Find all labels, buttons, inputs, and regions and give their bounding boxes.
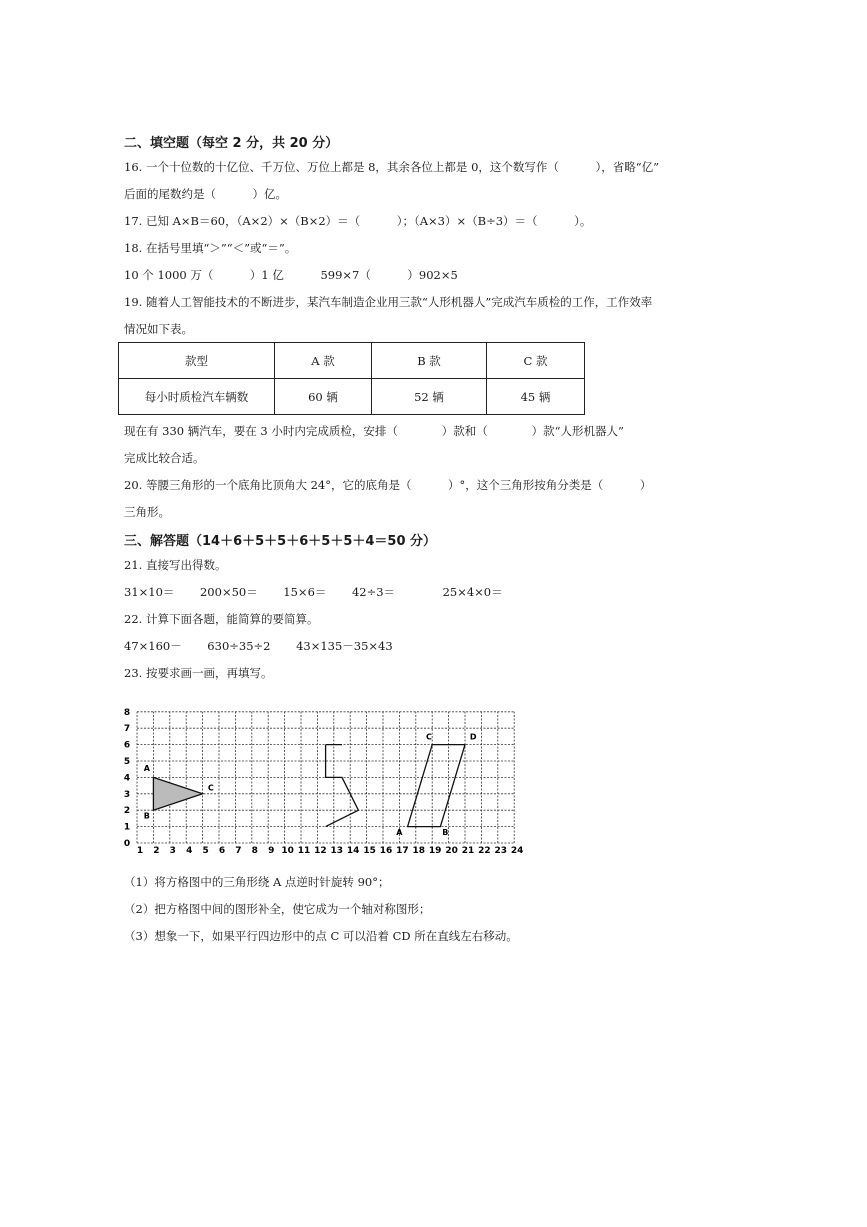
- x-tick-label: 9: [268, 846, 275, 855]
- y-tick-label: 6: [124, 740, 131, 751]
- y-tick-label: 1: [124, 822, 131, 833]
- question-19-line-4: 完成比较合适。: [124, 451, 205, 465]
- question-17: 17. 已知 A×B＝60，（A×2）×（B×2）＝（ ）；（A×3）×（B÷3）＝（ ）。: [124, 214, 592, 228]
- x-tick-label: 11: [297, 846, 311, 855]
- y-tick-label: 3: [124, 789, 131, 800]
- section-2-heading: 二、填空题（每空 2 分，共 20 分）: [124, 136, 339, 151]
- x-tick-label: 18: [412, 846, 426, 855]
- parallelogram: [408, 745, 465, 827]
- section-3-heading: 三、解答题（14＋6＋5＋5＋6＋5＋5＋4＝50 分）: [124, 534, 437, 549]
- question-19-line-3: 现在有 330 辆汽车，要在 3 小时内完成质检，安排（ ）款和（ ）款“人形机器人”: [124, 424, 624, 438]
- half-figure: [326, 745, 359, 827]
- question-19-line-1: 19. 随着人工智能技术的不断进步，某汽车制造企业用三款“人形机器人”完成汽车质检的工作，工作效率: [124, 295, 653, 309]
- table-row: [119, 379, 585, 415]
- triangle-point-c-label: C: [207, 783, 214, 793]
- x-tick-label: 19: [428, 846, 442, 855]
- question-18-items: 10 个 1000 万（ ）1 亿 599×7（ ）902×5: [124, 268, 458, 282]
- x-tick-label: 16: [379, 846, 393, 855]
- question-21-items: 31×10＝ 200×50＝ 15×6＝ 42÷3＝ 25×4×0＝: [124, 585, 503, 599]
- parallelogram-point-c-label: C: [425, 732, 432, 742]
- x-tick-label: 7: [235, 846, 242, 855]
- x-tick-label: 4: [186, 846, 193, 855]
- x-tick-label: 12: [314, 846, 327, 855]
- table-cell: 45 辆: [487, 379, 585, 415]
- shaded-triangle: [153, 777, 202, 810]
- parallelogram-point-a-label: A: [396, 827, 403, 837]
- table-cell: B 款: [372, 343, 487, 379]
- parallelogram-point-d-label: D: [469, 732, 477, 742]
- x-tick-label: 14: [346, 846, 360, 855]
- x-tick-label: 3: [169, 846, 176, 855]
- question-20-line-2: 三角形。: [124, 505, 170, 519]
- y-tick-label: 8: [124, 707, 131, 718]
- robot-efficiency-table: [118, 342, 585, 415]
- triangle-point-b-label: B: [143, 811, 150, 821]
- question-23-sub-3: （3）想象一下，如果平行四边形中的点 C 可以沿着 CD 所在直线左右移动。: [124, 929, 518, 943]
- shapes: [144, 733, 477, 837]
- question-20-line-1: 20. 等腰三角形的一个底角比顶角大 24°，它的底角是（ ）°，这个三角形按角分类是（ ）: [124, 478, 652, 492]
- x-tick-label: 20: [445, 846, 458, 855]
- question-18: 18. 在括号里填“＞”“＜”或“＝”。: [124, 241, 297, 255]
- question-16-line-2: 后面的尾数约是（ ）亿。: [124, 187, 288, 201]
- y-tick-label: 2: [124, 806, 131, 817]
- table-cell: C 款: [487, 343, 585, 379]
- grid-figure: [124, 697, 524, 859]
- x-tick-label: 2: [153, 846, 160, 855]
- y-tick-label: 4: [124, 773, 131, 784]
- x-tick-label: 1: [136, 846, 144, 855]
- table-header-row: [119, 343, 585, 379]
- x-tick-label: 10: [281, 846, 294, 855]
- y-tick-label: 5: [124, 757, 131, 767]
- table-cell: A 款: [275, 343, 372, 379]
- x-tick-label: 6: [218, 846, 226, 855]
- y-tick-label: 7: [124, 724, 131, 735]
- question-19-line-2: 情况如下表。: [124, 322, 193, 336]
- table-cell: 52 辆: [372, 379, 487, 415]
- x-tick-label: 5: [202, 846, 209, 855]
- x-tick-label: 22: [478, 846, 491, 855]
- table-cell: 60 辆: [275, 379, 372, 415]
- x-tick-label: 8: [251, 846, 258, 855]
- square-grid: [124, 697, 524, 855]
- table-cell: 每小时质检汽车辆数: [119, 379, 275, 415]
- x-tick-label: 23: [494, 846, 508, 855]
- triangle-point-a-label: A: [143, 763, 150, 773]
- question-22-items: 47×160－ 630÷35÷2 43×135－35×43: [124, 639, 393, 653]
- x-tick-label: 21: [461, 846, 475, 855]
- x-tick-label: 13: [330, 846, 344, 855]
- axis-labels: [124, 708, 523, 855]
- x-tick-label: 17: [396, 846, 409, 855]
- x-tick-label: 24: [510, 846, 524, 855]
- question-23: 23. 按要求画一画，再填写。: [124, 666, 273, 680]
- question-21: 21. 直接写出得数。: [124, 558, 227, 572]
- question-23-sub-1: （1）将方格图中的三角形绕 A 点逆时针旋转 90°；: [124, 875, 390, 889]
- question-16-line-1: 16. 一个十位数的十亿位、千万位、万位上都是 8，其余各位上都是 0，这个数写作（ ），省略“亿”: [124, 160, 659, 174]
- x-tick-label: 15: [363, 846, 376, 855]
- table-cell: 款型: [119, 343, 275, 379]
- parallelogram-point-b-label: B: [442, 827, 449, 837]
- y-tick-label: 0: [124, 839, 131, 849]
- question-23-sub-2: （2）把方格图中间的图形补全，使它成为一个轴对称图形；: [124, 902, 431, 916]
- question-22: 22. 计算下面各题，能简算的要简算。: [124, 612, 319, 626]
